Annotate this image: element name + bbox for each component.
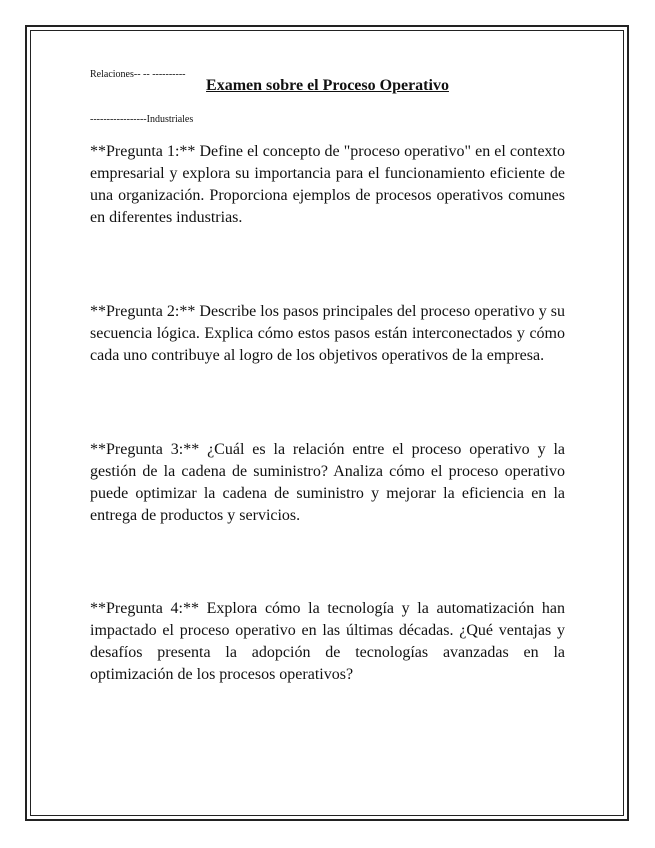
exam-title: Examen sobre el Proceso Operativo: [206, 77, 449, 94]
header-line-1: Relaciones-- -- ----------: [90, 69, 186, 80]
question-2: **Pregunta 2:** Describe los pasos principales del proceso operativo y su secuencia lógica. Explica cómo estos pasos están interconectados y cómo cada uno contribuye al logro de los objetivos operativos de la empresa.: [90, 303, 565, 364]
header-line-2: -----------------Industriales: [90, 114, 194, 125]
question-4: **Pregunta 4:** Explora cómo la tecnología y la automatización han impactado el proceso operativo en las últimas décadas. ¿Qué ventajas y desafíos presenta la adopción de tecnologías avanzadas en la optimización de los procesos operativos?: [90, 600, 565, 683]
question-1: **Pregunta 1:** Define el concepto de "proceso operativo" en el contexto empresarial y explora su importancia para el funcionamiento eficiente de una organización. Proporciona ejemplos de procesos operativos comunes en diferentes industrias.: [90, 143, 565, 226]
question-3: **Pregunta 3:** ¿Cuál es la relación entre el proceso operativo y la gestión de la cadena de suministro? Analiza cómo el proceso operativo puede optimizar la cadena de suministro y mejorar la eficiencia en la entrega de productos y servicios.: [90, 441, 565, 524]
